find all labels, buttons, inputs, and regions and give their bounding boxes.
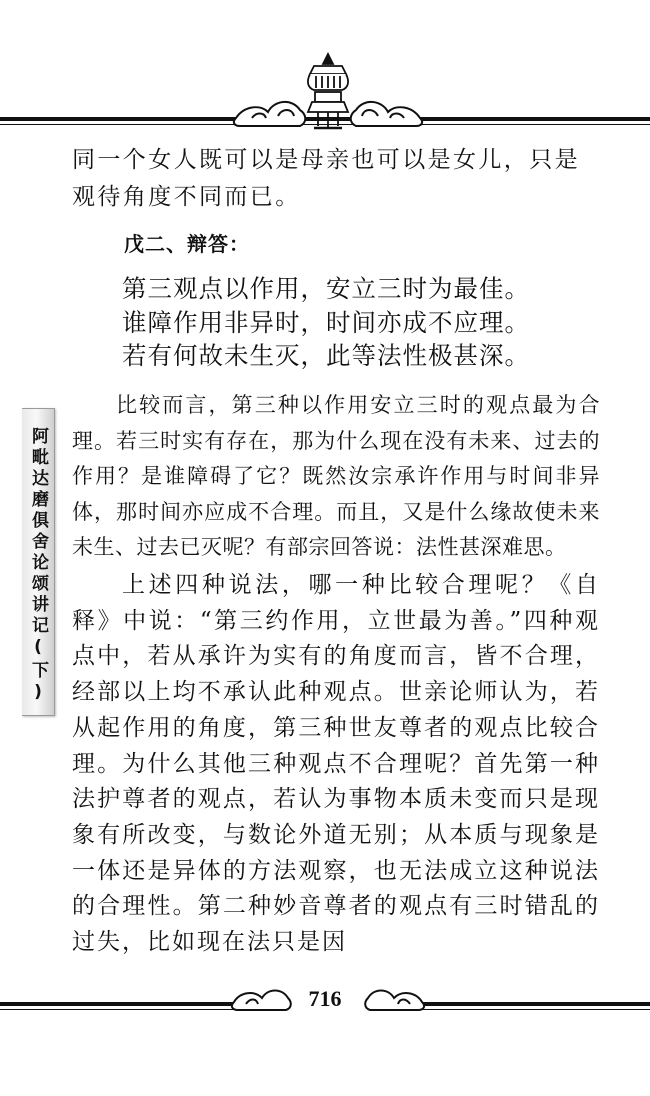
commentary-paragraph-block [72, 388, 600, 566]
verse-block [122, 272, 602, 373]
text-line: 同一个女人既可以是母亲也可以是女儿，只是 [72, 147, 580, 173]
stupa-icon [308, 54, 348, 128]
left-cloud-icon [234, 102, 305, 126]
commentary-paragraph: 比较而言，第三种以作用安立三时的观点最为合理。若三时实有存在，那为什么现在没有未来、过去的作用？是谁障碍了它？既然汝宗承许作用与时间非异体，那时间亦应成不合理。而且，又是什么缘故使未来未生、过去已灭呢？有部宗回答说：法性甚深难思。 [72, 393, 600, 559]
paragraph-continuation [72, 142, 600, 216]
verse-line-1: 第三观点以作用，安立三时为最佳。 [122, 274, 530, 303]
verse-line-3: 若有何故未生灭，此等法性极甚深。 [122, 341, 530, 370]
page-number: 716 [308, 986, 342, 1011]
verse-line-2: 谁障作用非异时，时间亦成不应理。 [122, 307, 530, 337]
discussion-paragraph: 上述四种说法，哪一种比较合理呢？《自释》中说：“第三约作用，立世最为善。”四种观点中，若从承许为实有的角度而言，皆不合理，经部以上均不承认此种观点。世亲论师认为，若从起作用的角度，第三种世友尊者的观点比较合理。为什么其他三种观点不合理呢？首先第一种法护尊者的观点，若认为事物本质未变而只是现象有所改变，与数论外道无别；从本质与现象是一体还是异体的方法观察，也无法成立这种说法的合理性。第二种妙音尊者的观点有三时错乱的过失，比如现在法只是因 [72, 572, 600, 956]
discussion-paragraph-block [72, 568, 600, 961]
header-ornament [230, 52, 426, 134]
right-cloud-icon [351, 102, 422, 126]
section-heading: 戊二、辩答： [124, 232, 250, 256]
book-title-tab [22, 408, 55, 716]
text-line: 观待角度不同而已。 [72, 183, 301, 210]
book-title: 阿毗达磨俱舍论颂讲记(下) [28, 427, 48, 706]
